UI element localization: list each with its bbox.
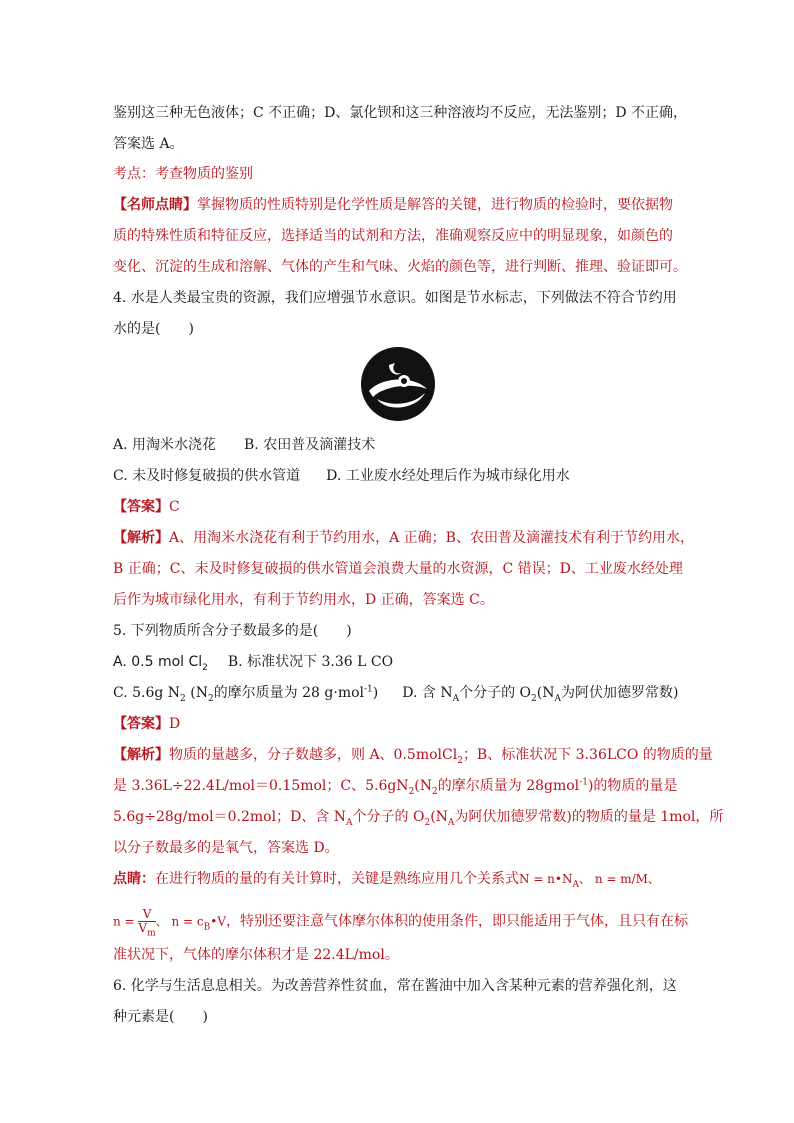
question-4-answer: 【答案】C bbox=[113, 499, 180, 515]
water-saving-logo-icon bbox=[361, 347, 435, 421]
question-5-options bbox=[113, 652, 393, 672]
question-5-explanation: 【解析】物质的量越多，分子数越多，则 A、0.5molCl$_2$；B、标准状况下 3.36LCO 的物质的量 bbox=[113, 747, 713, 766]
question-4-explanation: 【解析】A、用淘米水浇花有利于节约用水，A 正确；B、农田普及滴灌技术有利于节约用水， bbox=[113, 530, 694, 546]
question-5-tip: 点睛：在进行物质的量的有关计算时，关键是熟练应用几个关系式$N = n•N_A$、 n = m/M、 bbox=[113, 871, 660, 890]
question-4-explanation: B 正确；C、未及时修复破损的供水管道会浪费大量的水资源，C 错误；D、工业废水经处理 bbox=[113, 561, 683, 577]
fraction-v-over-vm: $\frac{V}{V_m}$ bbox=[138, 907, 156, 939]
question-4-options bbox=[113, 435, 375, 455]
question-5-explanation: 是 3.36L÷22.4L/mol＝0.15mol；C、$5.6gN_2(N_2$的摩尔质量为 28gmol$^{-1}$)的物质的量是 bbox=[113, 777, 678, 797]
question-5-answer: 【答案】D bbox=[113, 716, 181, 732]
question-4-stem: 水的是( ) bbox=[113, 321, 194, 337]
question-5-options bbox=[113, 683, 678, 703]
question-5-tip: 准状况下，气体的摩尔体积才是 22.4L/mol。 bbox=[113, 947, 399, 963]
option-c: C. 5.6g $N_2$ ($N_2$的摩尔质量为 28 g·mol$^{-1}$) bbox=[113, 684, 379, 704]
teacher-tip-line: 质的特殊性质和特征反应，选择适当的试剂和方法，准确观察反应中的明显现象，如颜色的 bbox=[113, 228, 673, 244]
option-c: C. 未及时修复破损的供水管道 bbox=[113, 468, 301, 484]
option-b: B. 标准状况下 3.36 L CO bbox=[227, 654, 394, 670]
option-a: A. 用淘米水浇花 bbox=[113, 437, 217, 453]
teacher-tip-line: 变化、沉淀的生成和溶解、气体的产生和气味、火焰的颜色等，进行判断、推理、验证即可。 bbox=[113, 259, 687, 275]
question-5-explanation: 5.6g÷28g/mol＝0.2mol；D、含 $N_A$个分子的 $O_2(N_A$为阿伏加德罗常数)的物质的量是 1mol，所 bbox=[113, 809, 724, 828]
question-6-stem: 种元素是( ) bbox=[113, 1009, 208, 1025]
question-4-explanation: 后作为城市绿化用水，有利于节约用水，D 正确，答案选 C。 bbox=[113, 592, 494, 608]
text-line: 鉴别这三种无色液体；C 不正确；D、氯化钡和这三种溶液均不反应，无法鉴别；D 不正确， bbox=[113, 105, 688, 121]
question-4-options bbox=[113, 466, 570, 486]
question-6-stem: 6. 化学与生活息息相关。为改善营养性贫血，常在酱油中加入含某种元素的营养强化剂，这 bbox=[113, 978, 677, 994]
teacher-tip-tag: 【名师点睛】 bbox=[113, 197, 197, 213]
option-a: A. 0.5 mol $Cl_2$ bbox=[113, 654, 208, 673]
question-5-tip: n = $\frac{V}{V_m}$ 、 $n = c_B•V$，特别还要注意气体摩尔体积的使用条件，即只能适用于气体，且只有在标 bbox=[113, 907, 688, 939]
teacher-tip-line: 【名师点睛】掌握物质的性质特别是化学性质是解答的关键，进行物质的检验时，要依据物 bbox=[113, 197, 673, 213]
question-5-explanation: 以分子数最多的是氧气，答案选 D。 bbox=[113, 840, 339, 856]
option-d: D. 含 $N_A$个分子的 $O_2(N_A$为阿伏加德罗常数) bbox=[402, 685, 679, 704]
option-d: D. 工业废水经处理后作为城市绿化用水 bbox=[326, 468, 570, 484]
question-5-stem: 5. 下列物质所含分子数最多的是( ) bbox=[113, 623, 352, 639]
option-b: B. 农田普及滴灌技术 bbox=[244, 437, 376, 453]
text-line: 答案选 A。 bbox=[113, 136, 184, 152]
exam-point: 考点：考查物质的鉴别 bbox=[113, 166, 253, 182]
question-4-stem: 4. 水是人类最宝贵的资源，我们应增强节水意识。如图是节水标志，下列做法不符合节约用 bbox=[113, 290, 677, 306]
